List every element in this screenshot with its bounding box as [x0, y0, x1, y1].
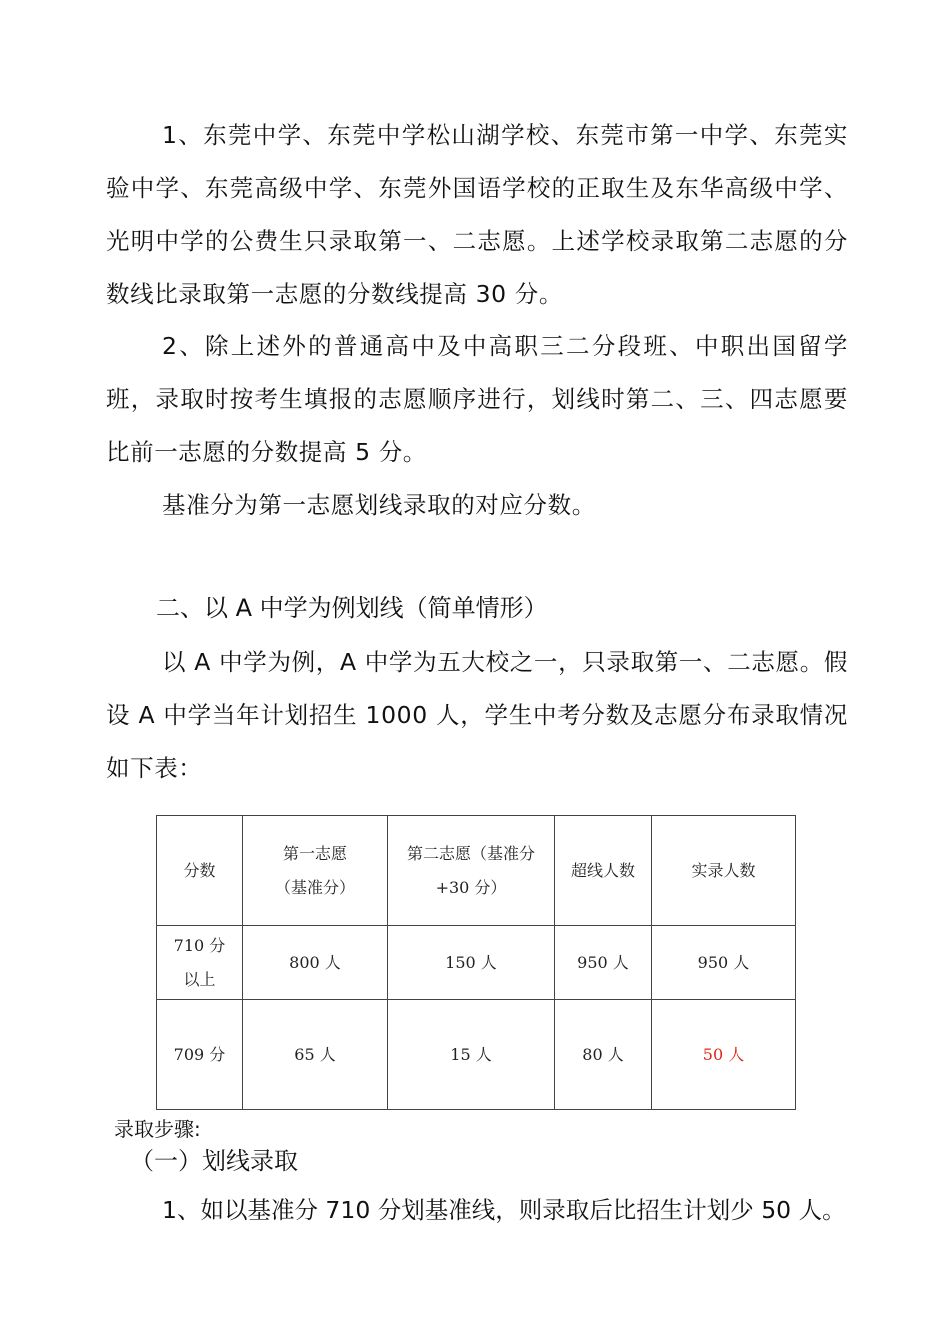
cell-over: 80 人	[555, 1000, 652, 1110]
header-second-choice: 第二志愿（基准分 +30 分）	[388, 816, 555, 926]
step-1: 1、如以基准分 710 分划基准线，则录取后比招生计划少 50 人。	[162, 1196, 846, 1224]
sub-heading: （一）划线录取	[130, 1147, 298, 1175]
paragraph-example-intro: 以 A 中学为例，A 中学为五大校之一，只录取第一、二志愿。假设 A 中学当年计划招生 1000 人，学生中考分数及志愿分布录取情况如下表：	[106, 648, 848, 782]
cell-admitted: 950 人	[652, 926, 796, 1000]
paragraph-rule-2: 2、除上述外的普通高中及中高职三二分段班、中职出国留学班，录取时按考生填报的志愿顺序进行，划线时第二、三、四志愿要比前一志愿的分数提高 5 分。	[106, 332, 848, 466]
cell-score: 709 分	[157, 1000, 243, 1110]
section-heading: 二、以 A 中学为例划线（简单情形）	[156, 594, 548, 622]
header-first-choice: 第一志愿 （基准分）	[243, 816, 388, 926]
cell-first: 65 人	[243, 1000, 388, 1110]
table-header-row	[157, 816, 796, 926]
cell-over: 950 人	[555, 926, 652, 1000]
cell-admitted-highlight: 50 人	[652, 1000, 796, 1110]
header-admitted: 实录人数	[652, 816, 796, 926]
cell-first: 800 人	[243, 926, 388, 1000]
paragraph-rule-1: 1、东莞中学、东莞中学松山湖学校、东莞市第一中学、东莞实验中学、东莞高级中学、东莞外国语学校的正取生及东华高级中学、光明中学的公费生只录取第一、二志愿。上述学校录取第二志愿的分数线比录取第一志愿的分数线提高 30 分。	[106, 121, 848, 308]
cell-score: 710 分 以上	[157, 926, 243, 1000]
table-row	[157, 926, 796, 1000]
cell-second: 150 人	[388, 926, 555, 1000]
table-row	[157, 1000, 796, 1110]
header-over-line: 超线人数	[555, 816, 652, 926]
header-score: 分数	[157, 816, 243, 926]
cell-second: 15 人	[388, 1000, 555, 1110]
admission-table	[156, 815, 796, 1110]
paragraph-baseline-definition: 基准分为第一志愿划线录取的对应分数。	[162, 491, 596, 519]
steps-label: 录取步骤:	[114, 1117, 201, 1141]
